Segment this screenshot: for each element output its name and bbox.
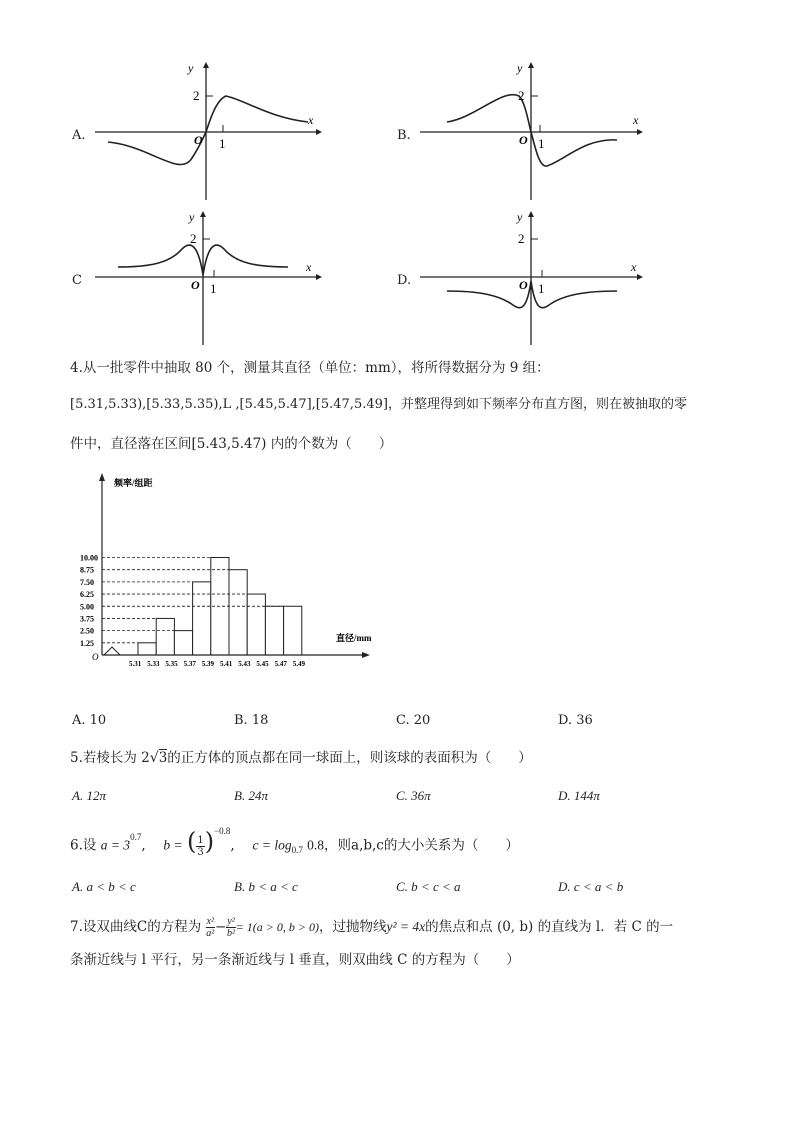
q6-option-c[interactable]: C. b < c < a [396,879,461,894]
x-tick-label: 1 [219,136,226,151]
q7-mid2: 的焦点和点 (0, b) 的直线为 l．若 C 的一 [425,919,674,935]
q4-line3: 件中，直径落在区间[5.43,5.47) 内的个数为（ ） [70,436,393,452]
q4-line1: 4.从一批零件中抽取 80 个，测量其直径（单位：mm），将所得数据分为 9 组： [70,360,550,376]
graph-option-a [70,60,330,205]
histogram-bar [284,606,302,655]
q6-option-a[interactable]: A. a < b < c [72,879,136,894]
x-axis-label: x [633,113,639,127]
histogram-bar [156,618,174,655]
q4-option-a[interactable]: A. 10 [72,713,107,728]
origin-label: O [191,278,200,292]
q7-stem-line2: 条渐近线与 l 平行，另一条渐近线与 l 垂直，则双曲线 C 的方程为（ ） [70,952,520,968]
histogram-bar [193,582,211,655]
histogram-chart [80,473,380,673]
a-exponent: 0.7 [130,832,142,842]
y-axis-label: y [517,210,523,224]
y-axis-label: y [188,61,194,75]
y-tick-label: 3.75 [80,614,94,624]
c-log-argument: 0.8 [307,837,325,853]
y-tick-label: 2 [518,88,525,103]
sqrt-symbol: √ [149,750,159,766]
graph-option-c [70,205,330,350]
x-tick-label: 5.35 [165,660,178,668]
y-tick-label: 10.00 [80,553,98,563]
q5-radicand: 3 [158,750,168,766]
histogram-bar [138,643,156,655]
x-axis-title: 直径/mm [336,633,372,643]
histogram-bar [174,631,192,655]
x-axis-label: x [308,113,314,127]
graph-d-svg [395,205,655,350]
y-axis-label: y [189,210,195,224]
option-label-a: A. [72,128,86,143]
b-exponent: −0.8 [214,826,231,836]
q7-conditions: = 1(a > 0, b > 0) [235,920,319,934]
x-tick-label: 5.43 [238,660,251,668]
q4-option-d[interactable]: D. 36 [558,713,593,728]
x-tick-label: 5.33 [147,660,160,668]
b-definition: b = [163,837,183,853]
y-tick-label: 6.25 [80,590,94,600]
q6-prefix: 6.设 [70,837,97,854]
y-axis-arrow [99,473,105,481]
y-tick-label: 2.50 [80,626,94,636]
y-axis-title: 频率/组距 [114,478,153,488]
x-tick-label: 5.47 [274,660,287,668]
c-definition: c = log [252,837,292,853]
histogram-bar [247,594,265,655]
q5-option-b[interactable]: B. 24π [234,788,268,803]
q5-stem [70,748,532,768]
y-tick-label: 2 [190,231,197,246]
x-tick-label: 5.45 [256,660,269,668]
graph-a-svg [70,60,330,205]
b-fraction: $\frac{1}{3}$ [197,834,204,858]
option-label-d: D. [397,273,412,288]
y2-over-b2: $\frac{\text{y²}}{\text{b²}}$ [226,916,235,939]
q7-stem-line1: 7.设双曲线C的方程为 $\frac{\text{x²}}{\text{a²}}$ − $\frac{\text{y²}}{\text{b²}}$ = 1(a > 0, b > 0)，过抛物线y² = 4x的焦点和点 (0, b) 的直线为 l．若 C 的一 [70,916,674,939]
x-axis-label: x [306,260,312,274]
q6-option-d[interactable]: D. c < a < b [558,879,624,894]
q4-option-c[interactable]: C. 20 [396,713,431,728]
y-tick-label: 7.50 [80,577,94,587]
y-tick-label: 5.00 [80,602,94,612]
q6-option-b[interactable]: B. b < a < c [234,879,298,894]
x-axis-arrow [362,652,370,658]
q4-line2: [5.31,5.33),[5.33,5.35),L ,[5.45,5.47],[5.47,5.49]，并整理得到如下频率分布直方图，则在被抽取的零 [70,397,687,412]
histogram-bar [229,570,247,655]
axis-break [104,647,120,655]
q7-prefix: 7.设双曲线C的方程为 [70,919,202,935]
x-tick-label: 1 [538,281,545,296]
origin-label: O [519,278,528,292]
x2-over-a2: $\frac{\text{x²}}{\text{a²}}$ [206,916,215,939]
y-tick-label: 2 [518,231,525,246]
graph-c-svg [70,205,330,350]
c-log-base: 0.7 [291,845,303,856]
a-definition: a = 3 [100,837,131,853]
y-axis-label: y [517,61,523,75]
graph-b-svg [395,60,655,205]
origin-label: O [194,133,203,147]
q7-parabola: y² = 4x [386,919,426,934]
origin-label: O [92,652,99,662]
y-tick-label: 1.25 [80,638,94,648]
q6-suffix: ，则a,b,c的大小关系为（ ） [324,837,519,854]
option-label-b: B. [397,128,411,143]
x-tick-label: 5.31 [129,660,142,668]
y-tick-label: 2 [193,88,200,103]
q5-prefix: 5.若棱长为 2 [70,750,150,766]
origin-label: O [519,133,528,147]
x-tick-label: 5.49 [292,660,306,668]
q5-suffix: 的正方体的顶点都在同一球面上，则该球的表面积为（ ） [167,750,532,766]
q6-stem: 6.设 $a = 3^{0.7}$, b = ( $\frac{1}{3}$ )$^{-0.8}$, $c = \log_{0.7} 0.8$，则a,b,c的大小关系为（ ） [70,826,519,858]
x-tick-label: 5.39 [201,660,215,668]
q5-option-d[interactable]: D. 144π [558,788,600,803]
option-label-c: C [72,273,82,288]
y-tick-label: 8.75 [80,565,94,575]
x-tick-label: 5.37 [183,660,196,668]
graph-option-d [395,205,655,350]
q5-option-a[interactable]: A. 12π [72,788,106,803]
x-tick-label: 1 [538,136,545,151]
graph-option-b [395,60,655,205]
q5-option-c[interactable]: C. 36π [396,788,431,803]
histogram-bar [265,606,283,655]
x-tick-label: 1 [210,281,217,296]
x-tick-label: 5.41 [220,660,233,668]
x-axis-label: x [631,260,637,274]
q4-option-b[interactable]: B. 18 [234,713,269,728]
q7-mid: ，过抛物线 [319,919,387,935]
